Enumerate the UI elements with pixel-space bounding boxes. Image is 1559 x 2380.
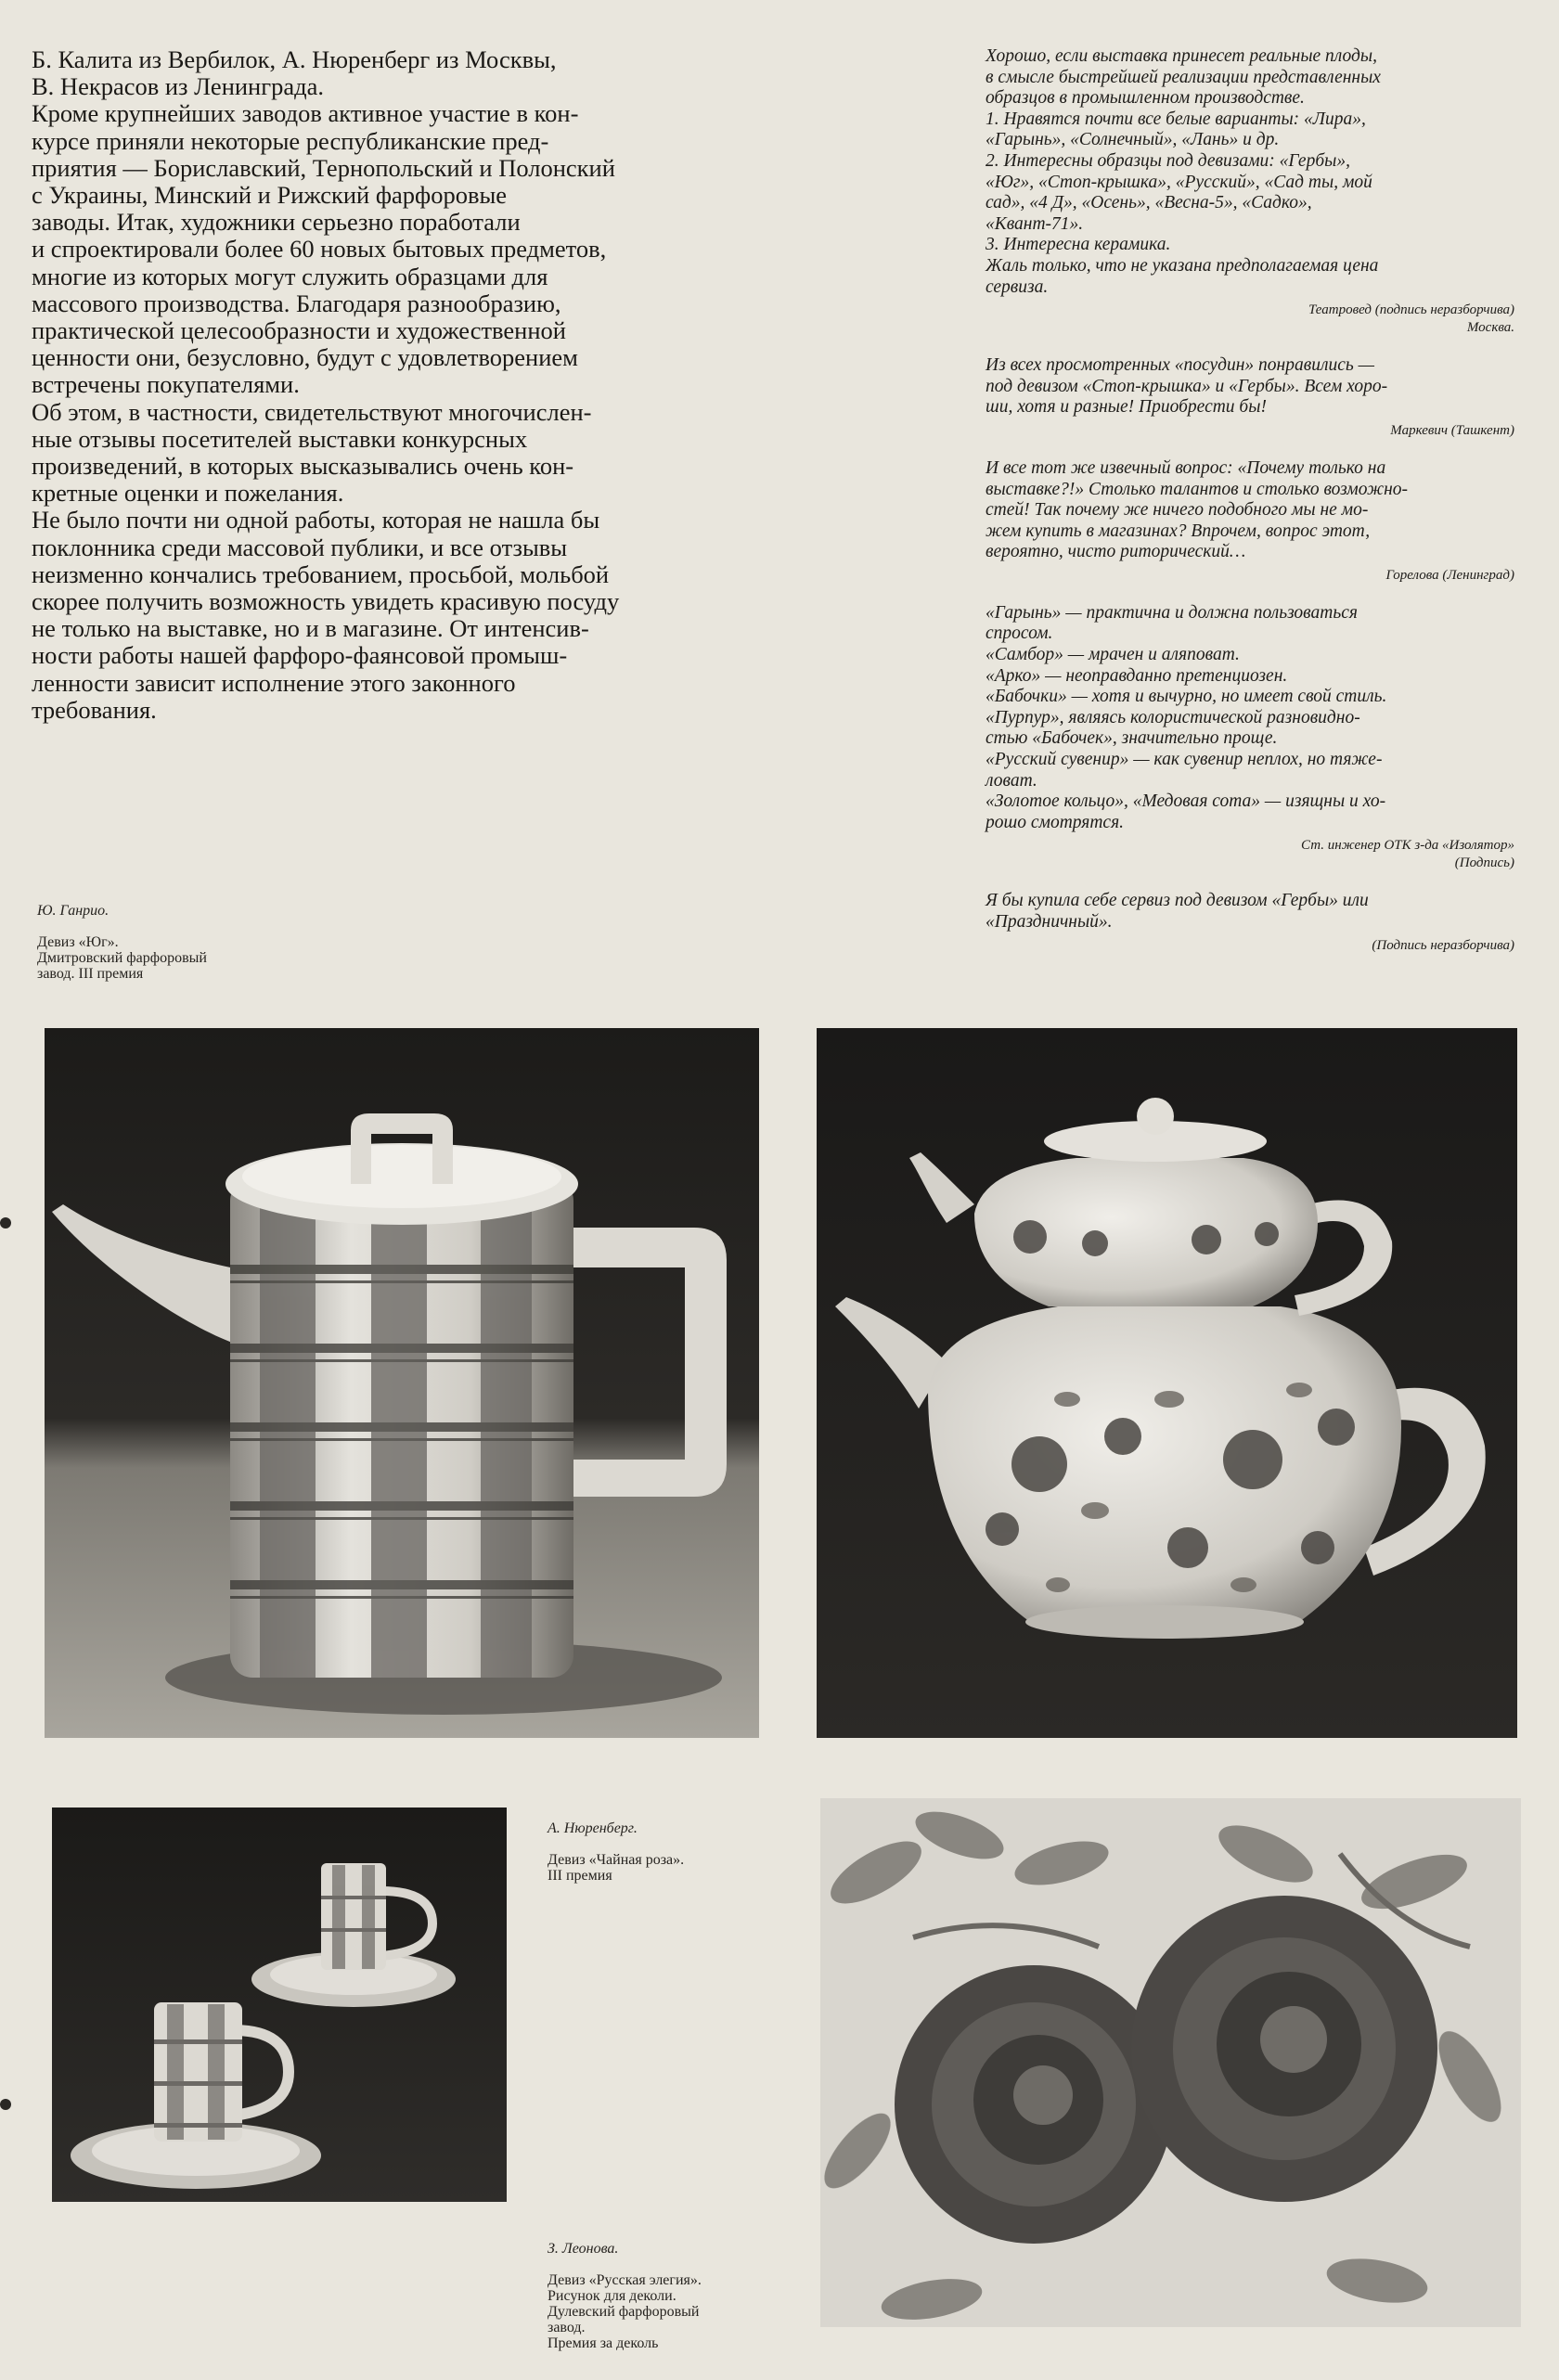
- caption-ganrio: [37, 887, 316, 997]
- article-paragraph-4: Не было почти ни одной работы, которая не нашла бы поклонника среди массовой публики, и все отзывы неизменно кончались требованием, просьбой, мольбой скорее получить возможность увидеть красивую посуду не только на выставке, но и в магазине. От интенсив- ности работы нашей фарфоро-фаянсовой промыш- ленности зависит исполнение этого законного требования.: [32, 506, 620, 724]
- caption-leonova: [548, 2225, 807, 2367]
- caption-author: Ю. Ганрио.: [37, 903, 110, 919]
- review-text: И все тот же извечный вопрос: «Почему только на выставке?!» Столько талантов и столько возможно- стей! Так почему же ничего подобного мы не мо- жем купить в магазинах? Впрочем, вопрос этот, вероятно, чисто риторический…: [986, 457, 1409, 562]
- review-signature: Театровед (подпись неразборчива) Москва.: [1308, 302, 1514, 336]
- caption-nurenberg: [548, 1805, 789, 1899]
- article-body: [32, 46, 755, 724]
- review-4: [986, 603, 1514, 873]
- caption-author: З. Леонова.: [548, 2241, 619, 2257]
- article-paragraph-2: Кроме крупнейших заводов активное участие в кон- курсе приняли некоторые республиканские пред- приятия — Бориславский, Тернопольский и Полонский с Украины, Минский и Рижский фарфоровые заводы. Итак, художники серьезно поработали и спроектировали более 60 новых бытовых предметов, многие из которых могут служить образцами для массового производства. Благодаря разнообразию, практической целесообразности и художественной ценности они, безусловно, будут с удовлетворением встречены покупателями.: [32, 99, 615, 399]
- review-3: [986, 458, 1514, 585]
- punch-hole-top: [0, 1217, 11, 1229]
- review-2: [986, 355, 1514, 440]
- plaid-cups-image: [52, 1808, 507, 2202]
- caption-author: А. Нюренберг.: [548, 1820, 638, 1836]
- review-signature: Маркевич (Ташкент): [1390, 422, 1514, 438]
- caption-body: Девиз «Чайная роза». III премия: [548, 1852, 685, 1884]
- rose-teapots-image: [817, 1028, 1517, 1738]
- photo-rose-decal: [820, 1798, 1521, 2327]
- review-text: «Гарынь» — практична и должна пользоваться спросом. «Самбор» — мрачен и аляповат. «Арко» — неоправданно претенциозен. «Бабочки» — хотя и вычурно, но имеет свой стиль. «Пурпур», являясь колористической разновидно- стью «Бабочек», значительно проще. «Русский сувенир» — как сувенир неплох, но тяже- ловат. «Золотое кольцо», «Медовая сота» — изящны и хо- рошо смотрятся.: [986, 602, 1387, 832]
- photo-rose-teapots: [817, 1028, 1517, 1738]
- review-text: Из всех просмотренных «посудин» понравились — под девизом «Стоп-крышка» и «Гербы». Всем хоро- ши, хотя и разные! Приобрести бы!: [986, 355, 1388, 418]
- caption-body: Девиз «Юг». Дмитровский фарфоровый завод. III премия: [37, 934, 207, 982]
- review-signature: (Подпись неразборчива): [1372, 937, 1514, 953]
- review-text: Хорошо, если выставка принесет реальные плоды, в смысле быстрейшей реализации представленных образцов в промышленном производстве. 1. Нравятся почти все белые варианты: «Лира», «Гарынь», «Солнечный», «Лань» и др. 2. Интересны образцы под девизами: «Гербы», «Юг», «Стоп-крышка», «Русский», «Сад ты, мой сад», «4 Д», «Осень», «Весна-5», «Садко», «Квант-71». 3. Интересна керамика. Жаль только, что не указана предполагаемая цена сервиза.: [986, 46, 1381, 297]
- review-signature: Ст. инженер ОТК з-да «Изолятор» (Подпись): [1301, 838, 1514, 871]
- photo-plaid-coffee-pot: [45, 1028, 759, 1738]
- article-paragraph-1: Б. Калита из Вербилок, А. Нюренберг из Москвы, В. Некрасов из Ленинграда.: [32, 45, 557, 101]
- article-paragraph-3: Об этом, в частности, свидетельствуют многочислен- ные отзывы посетителей выставки конкурсных произведений, в которых высказывались очень кон- кретные оценки и пожелания.: [32, 397, 592, 508]
- visitor-reviews: [986, 46, 1514, 973]
- caption-body: Девиз «Русская элегия». Рисунок для деколи. Дулевский фарфоровый завод. Премия за деколь: [548, 2272, 702, 2351]
- rose-decal-image: [820, 1798, 1521, 2327]
- review-5: [986, 891, 1514, 954]
- punch-hole-bottom: [0, 2099, 11, 2110]
- review-text: Я бы купила себе сервиз под девизом «Гербы» или «Праздничный».: [986, 891, 1369, 932]
- photo-plaid-cups: [52, 1808, 507, 2202]
- review-signature: Горелова (Ленинград): [1385, 567, 1514, 583]
- plaid-coffee-pot-image: [45, 1028, 759, 1738]
- review-1: [986, 46, 1514, 337]
